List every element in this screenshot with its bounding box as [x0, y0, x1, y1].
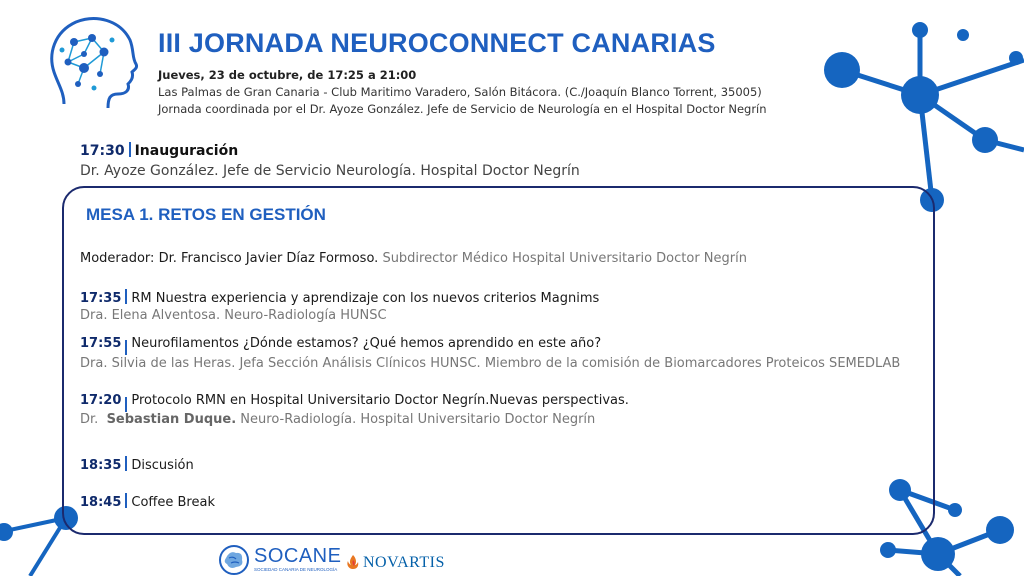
moderator-name: Moderador: Dr. Francisco Javier Díaz Formoso.	[80, 251, 379, 266]
talk-time: 18:45	[80, 495, 122, 510]
socane-tagline: SOCIEDAD CANARIA DE NEUROLOGÍA	[254, 567, 338, 572]
event-title: III JORNADA NEUROCONNECT CANARIAS	[158, 28, 716, 58]
talk-speaker	[80, 412, 595, 427]
opening-speaker: Dr. Ayoze González. Jefe de Servicio Neurología. Hospital Doctor Negrín	[80, 163, 580, 179]
event-location: Las Palmas de Gran Canaria - Club Maritimo Varadero, Salón Bitácora. (C./Joaquín Blanco Torrent, 35005)	[158, 85, 762, 99]
separator-bar	[125, 493, 127, 508]
novartis-flame-icon	[346, 554, 360, 570]
coffee-break-item	[80, 493, 215, 510]
separator-bar	[125, 340, 127, 355]
talk-title: Discusión	[131, 458, 194, 473]
talk-time: 17:20	[80, 393, 122, 408]
talk-time: 17:35	[80, 291, 122, 306]
separator-bar	[125, 456, 127, 471]
talk-heading	[80, 336, 601, 355]
brain-head-logo	[44, 12, 140, 112]
talk-title: Protocolo RMN en Hospital Universitario Doctor Negrín.Nuevas perspectivas.	[131, 393, 629, 408]
speaker-role: Neuro-Radiología. Hospital Universitario Doctor Negrín	[240, 412, 596, 427]
talk-speaker: Dra. Silvia de las Heras. Jefa Sección Análisis Clínicos HUNSC. Miembro de la comisión de Biomarcadores Proteicos SEMEDLAB	[80, 356, 901, 371]
separator-bar	[125, 397, 127, 412]
socane-logo	[218, 544, 342, 576]
speaker-name: Sebastian Duque.	[106, 412, 237, 427]
opening-heading	[80, 142, 238, 159]
opening-time: 17:30	[80, 143, 125, 159]
opening-title: Inauguración	[134, 143, 239, 159]
talk-heading	[80, 289, 599, 306]
event-coordinator: Jornada coordinada por el Dr. Ayoze González. Jefe de Servicio de Neurología en el Hospital Doctor Negrín	[158, 102, 767, 116]
speaker-prefix: Dr.	[80, 412, 99, 427]
moderator-line	[80, 251, 747, 266]
socane-name: SOCANE	[254, 545, 342, 567]
session-title: MESA 1. RETOS EN GESTIÓN	[86, 205, 326, 224]
novartis-name: NOVARTIS	[363, 554, 445, 571]
talk-title: RM Nuestra experiencia y aprendizaje con los nuevos criterios Magnims	[131, 291, 600, 306]
talk-heading	[80, 393, 629, 412]
talk-speaker: Dra. Elena Alventosa. Neuro-Radiología HUNSC	[80, 308, 387, 323]
talk-title: Neurofilamentos ¿Dónde estamos? ¿Qué hemos aprendido en este año?	[131, 336, 602, 351]
discussion-item	[80, 456, 194, 473]
moderator-role: Subdirector Médico Hospital Universitario Doctor Negrín	[382, 251, 747, 266]
separator-bar	[129, 142, 131, 157]
talk-time: 18:35	[80, 458, 122, 473]
talk-title: Coffee Break	[131, 495, 215, 510]
separator-bar	[125, 289, 127, 304]
socane-brain-icon	[218, 544, 250, 576]
talk-time: 17:55	[80, 336, 122, 351]
event-date: Jueves, 23 de octubre, de 17:25 a 21:00	[158, 68, 417, 82]
